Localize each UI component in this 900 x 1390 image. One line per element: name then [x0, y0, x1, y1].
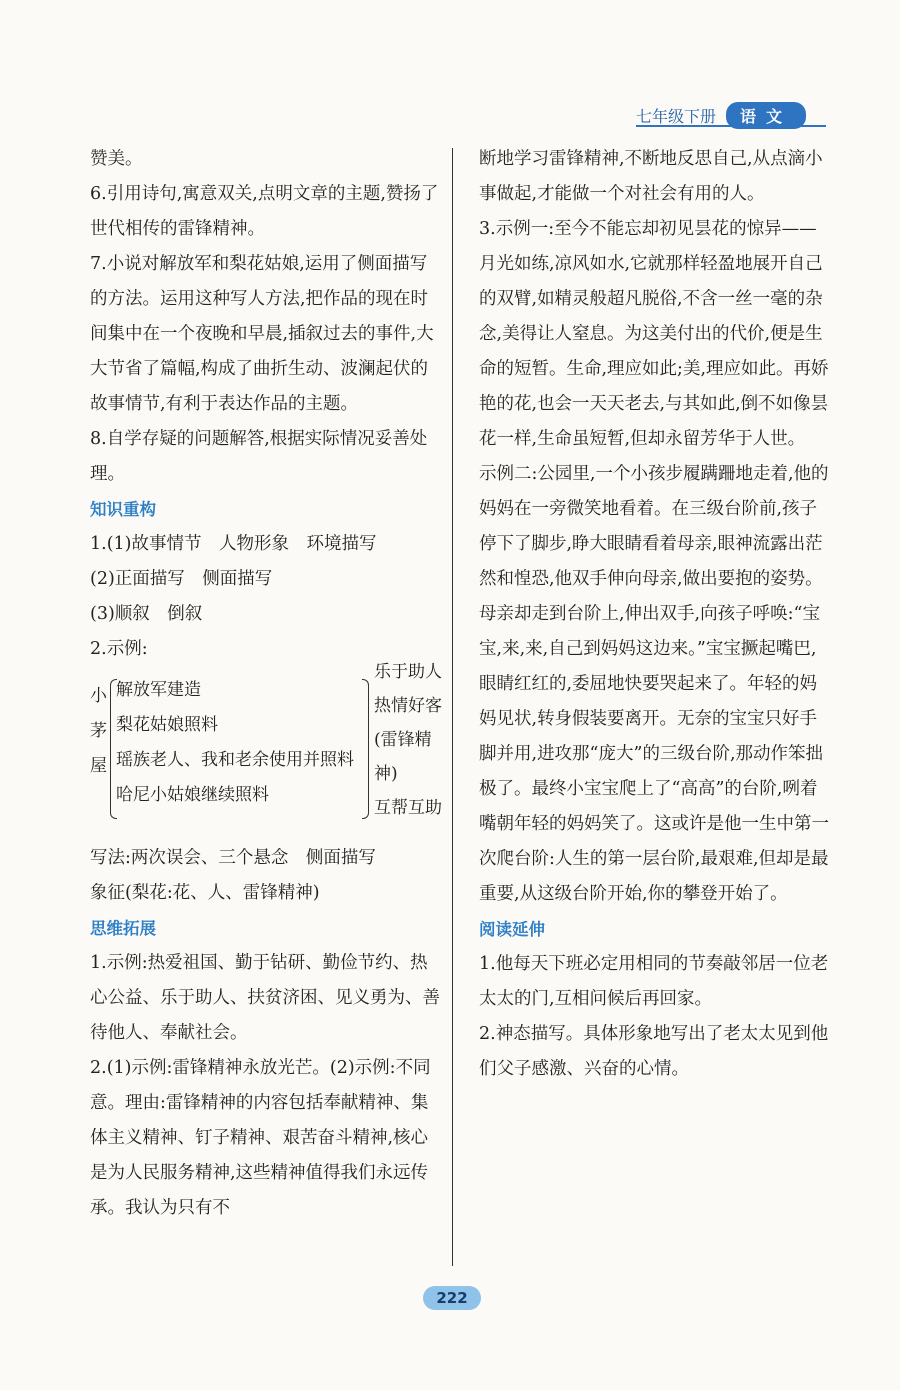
section-heading-reading: 阅读延伸 — [479, 920, 545, 939]
diagram-results — [374, 655, 454, 825]
diagram-result: 热情好客 — [374, 696, 442, 716]
knowledge-2: (2)正面描写 侧面描写 — [90, 569, 273, 589]
grade-label: 七年级下册 — [636, 106, 717, 126]
diagram-result: (雷锋精 — [374, 730, 432, 750]
thinking-3-example-1: 3.示例一:至今不能忘却初见昙花的惊异——月光如练,凉风如水,它就那样轻盈地展开自己的双臂,如精灵般超凡脱俗,不含一丝一毫的杂念,美得让人窒息。为这美付出的代价,便是生命的短暂。生命,理应如此;美,理应如此。再娇艳的花,也会一天天老去,与其如此,倒不如像昙花一样,生命虽短暂,但却永留芳华于人世。 — [479, 219, 829, 449]
knowledge-4: 2.示例: — [90, 639, 148, 659]
diagram-label-char: 屋 — [90, 756, 107, 776]
answer-8: 8.自学存疑的问题解答,根据实际情况妥善处理。 — [90, 429, 428, 484]
knowledge-1: 1.(1)故事情节 人物形象 环境描写 — [90, 534, 377, 554]
diagram-label — [90, 679, 110, 784]
thinking-2-cont: 断地学习雷锋精神,不断地反思自己,从点滴小事做起,才能做一个对社会有用的人。 — [479, 149, 823, 204]
diagram-item: 瑶族老人、我和老余使用并照料 — [116, 750, 354, 770]
knowledge-method: 写法:两次误会、三个悬念 侧面描写 — [90, 848, 376, 868]
right-brace — [362, 679, 369, 819]
answer-7: 7.小说对解放军和梨花姑娘,运用了侧面描写的方法。运用这种写人方法,把作品的现在时间集中在一个夜晚和早晨,插叙过去的事件,大大节省了篇幅,构成了曲折生动、波澜起伏的故事情节,有利于表达作品的主题。 — [90, 254, 434, 414]
diagram-result: 乐于助人 — [374, 662, 442, 682]
thinking-2: 2.(1)示例:雷锋精神永放光芒。(2)示例:不同意。理由:雷锋精神的内容包括奉献精神、集体主义精神、钉子精神、艰苦奋斗精神,核心是为人民服务精神,这些精神值得我们永远传承。我认为只有不 — [90, 1058, 431, 1218]
knowledge-3: (3)顺叙 倒叙 — [90, 604, 203, 624]
diagram-label-char: 茅 — [90, 721, 107, 741]
section-heading-knowledge: 知识重构 — [90, 500, 156, 519]
diagram-item: 解放军建造 — [116, 680, 201, 700]
diagram-result: 互帮互助 — [374, 798, 442, 818]
diagram-item: 哈尼小姑娘继续照料 — [116, 785, 269, 805]
knowledge-symbol: 象征(梨花:花、人、雷锋精神) — [90, 883, 320, 903]
diagram-label-char: 小 — [90, 686, 107, 706]
right-column — [479, 142, 829, 1087]
bracket-diagram — [90, 662, 442, 833]
header-rule — [636, 125, 826, 127]
diagram-item: 梨花姑娘照料 — [116, 715, 218, 735]
thinking-1: 1.示例:热爱祖国、勤于钻研、勤俭节约、热心公益、乐于助人、扶贫济困、见义勇为、善待他人、奉献社会。 — [90, 953, 440, 1043]
left-column — [90, 142, 440, 1226]
answer-text: 赞美。 — [90, 149, 143, 169]
answer-6: 6.引用诗句,寓意双关,点明文章的主题,赞扬了世代相传的雷锋精神。 — [90, 184, 439, 239]
thinking-3-example-2: 示例二:公园里,一个小孩步履蹒跚地走着,他的妈妈在一旁微笑地看着。在三级台阶前,孩子停下了脚步,睁大眼睛看着母亲,眼神流露出茫然和惶恐,他双手伸向母亲,做出要抱的姿势。母亲却走到台阶上,伸出双手,向孩子呼唤:“宝宝,来,来,自己到妈妈这边来。”宝宝撅起嘴巴,眼睛红红的,委屈地快要哭起来了。年轻的妈妈见状,转身假装要离开。无奈的宝宝只好手脚并用,进攻那“庞大”的三级台阶,那动作笨拙极了。最终小宝宝爬上了“高高”的台阶,咧着嘴朝年轻的妈妈笑了。这或许是他一生中第一次爬台阶:人生的第一层台阶,最艰难,但却是最重要,从这级台阶开始,你的攀登开始了。 — [479, 464, 829, 904]
page-number: 222 — [423, 1286, 481, 1310]
reading-2: 2.神态描写。具体形象地写出了老太太见到他们父子感激、兴奋的心情。 — [479, 1024, 829, 1079]
subject-badge: 语文 — [726, 102, 806, 129]
reading-1: 1.他每天下班必定用相同的节奏敲邻居一位老太太的门,互相问候后再回家。 — [479, 954, 829, 1009]
diagram-result: 神) — [374, 764, 398, 784]
section-heading-thinking: 思维拓展 — [90, 919, 156, 938]
